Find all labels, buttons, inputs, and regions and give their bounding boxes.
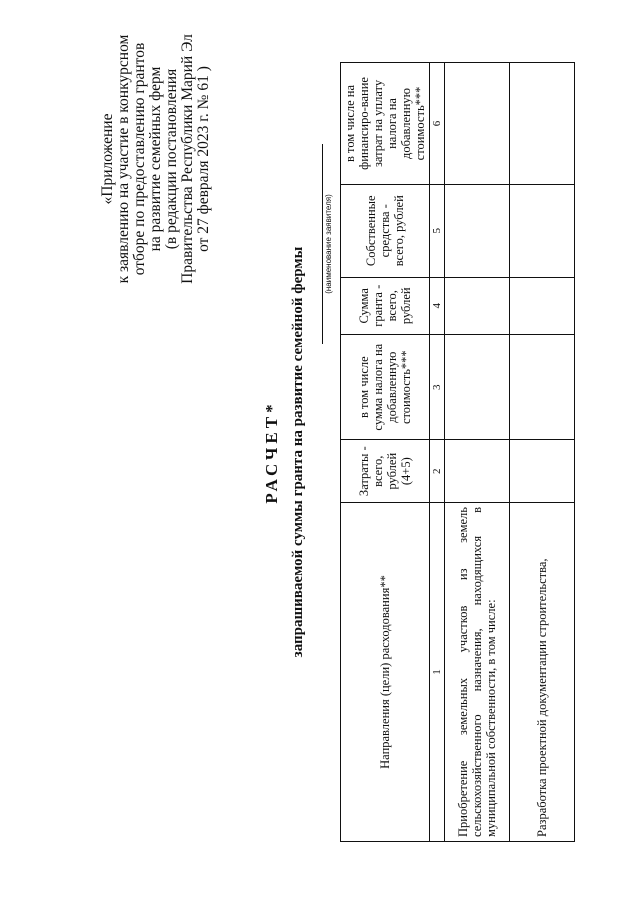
row-value xyxy=(445,184,510,277)
row-value xyxy=(510,334,575,439)
appendix-line: Правительства Республики Марий Эл xyxy=(179,34,196,284)
document-subtitle: запрашиваемой суммы гранта на развитие семейной фермы xyxy=(290,246,306,658)
row-value xyxy=(445,334,510,439)
table-row xyxy=(510,63,575,842)
column-number: 3 xyxy=(430,334,445,439)
row-label-text: Разработка проектной документации строительства, xyxy=(535,558,549,837)
row-value xyxy=(445,440,510,503)
document-title: РАСЧЕТ* xyxy=(262,400,281,504)
column-number: 1 xyxy=(430,503,445,842)
appendix-line: отборе по предоставлению грантов xyxy=(131,42,148,276)
header-cell: Сумма гранта - всего, рублей xyxy=(341,277,430,334)
column-number-row xyxy=(430,63,445,842)
applicant-name-line xyxy=(322,144,323,344)
appendix-line: (в редакции постановления xyxy=(163,68,180,250)
header-cell: Собственные средства - всего, рублей xyxy=(341,184,430,277)
appendix-block xyxy=(100,14,212,304)
header-cell: Затраты - всего, рублей (4+5) xyxy=(341,440,430,503)
applicant-name-caption: (наименование заявителя) xyxy=(324,194,333,294)
table-header-row xyxy=(341,63,430,842)
calculation-table xyxy=(340,62,575,842)
row-label xyxy=(445,503,510,842)
row-label xyxy=(510,503,575,842)
row-value xyxy=(510,440,575,503)
column-number: 4 xyxy=(430,277,445,334)
appendix-line: «Приложение xyxy=(99,113,116,205)
appendix-line: к заявлению на участие в конкурсном xyxy=(115,34,132,284)
appendix-line: от 27 февраля 2023 г. № 61 ) xyxy=(195,66,212,252)
row-value xyxy=(510,184,575,277)
row-value xyxy=(510,277,575,334)
table-row xyxy=(445,63,510,842)
header-cell: в том числе сумма налога на добавленную стоимость*** xyxy=(341,334,430,439)
row-label-text: Приобретение земельных участков из земель сельскохозяйственного назначения, находящихся в муниципальной собственности, в том числе: xyxy=(456,507,498,837)
column-number: 5 xyxy=(430,184,445,277)
row-value xyxy=(445,63,510,185)
row-value xyxy=(445,277,510,334)
row-value xyxy=(510,63,575,185)
appendix-line: на развитие семейных ферм xyxy=(147,66,164,252)
header-cell: в том числе на финансиро-вание затрат на уплату налога на добавленную стоимость*** xyxy=(341,63,430,185)
column-number: 6 xyxy=(430,63,445,185)
header-cell: Направления (цели) расходования** xyxy=(341,503,430,842)
column-number: 2 xyxy=(430,440,445,503)
